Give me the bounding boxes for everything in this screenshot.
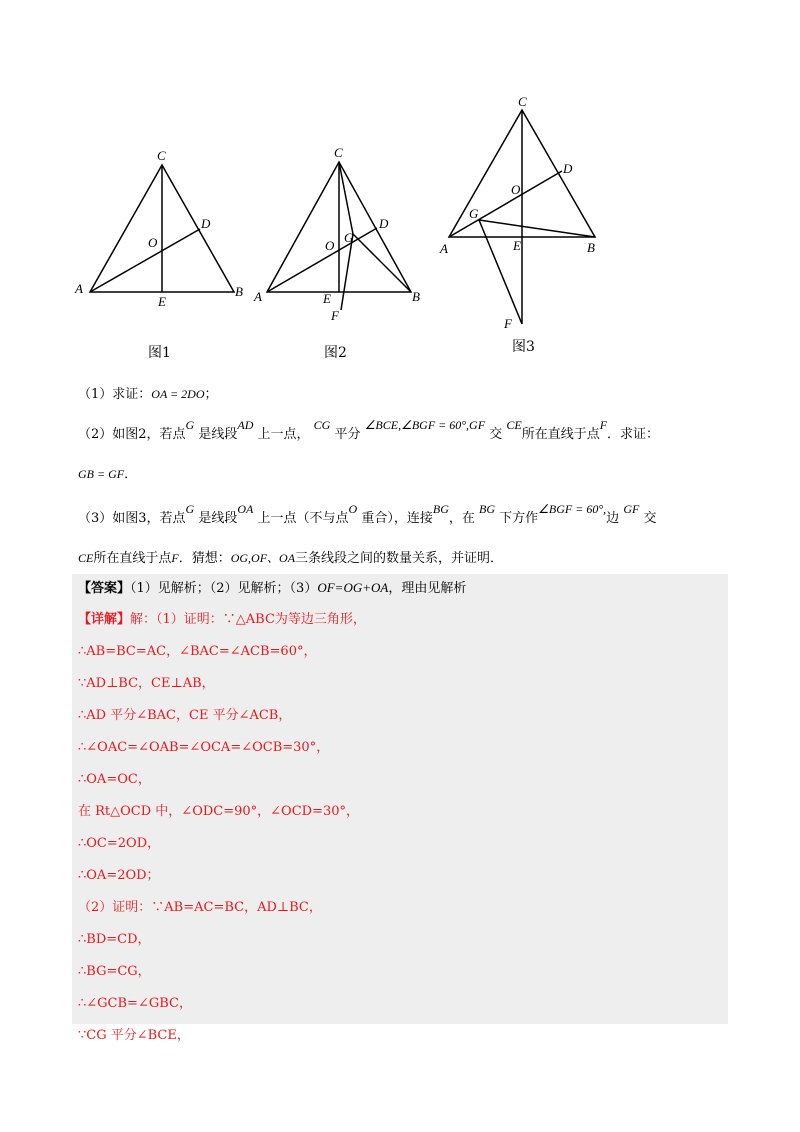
q2-segment-ce: CE [506,418,522,432]
q2-text-2: 是线段 [198,427,238,442]
label-b: B [235,284,243,299]
figure-3-caption: 图3 [512,339,535,355]
figure-1-diagram [72,147,252,307]
answer-summary [78,578,466,599]
label-a: A [440,241,448,256]
q3-segment-gf: GF [623,502,640,516]
q2-point-f: F [599,418,608,432]
q1-prefix: （1）求证： [78,387,152,402]
question-1 [78,384,218,405]
q3-segment-ce: CE [78,551,94,565]
label-c: C [518,94,527,109]
answer-math: OF=OG+OA [317,580,389,595]
label-g: G [344,230,354,245]
q3-segment-bg-2: BG [479,502,496,516]
answer-block [72,574,728,1043]
q3-text-11: 三条线段之间的数量关系，并证明． [295,551,504,566]
detail-head: 【详解】 [78,612,131,627]
q2-segment-cg: CG [313,418,331,432]
q2-text-5: 交 [489,427,503,442]
detail-line-11: ∴BG=CG， [78,964,151,979]
q3-text-1: （3）如图3，若点 [78,511,186,526]
detail-text: 解：（1）证明：∵△ABC为等边三角形， [130,612,366,627]
detail-line-7: ∴OC=2OD， [78,836,161,851]
q2-segment-ad: AD [237,418,254,432]
q3-text-4: 重合），连接 [361,511,433,526]
label-o: O [325,238,335,253]
median-ad [90,229,200,292]
q2-condition: ∠BCE,∠BGF = 60°,GF [364,418,486,432]
detail-line-13: ∵CG 平分∠BCE， [78,1028,190,1043]
question-2-line-2 [78,464,137,485]
q3-segments: OG,OF、OA [230,551,296,565]
label-d: D [563,161,573,176]
figure-1-caption: 图1 [148,345,171,361]
q2-text-6: 所在直线于点 [521,427,600,442]
label-e: E [158,294,166,309]
q3-angle: ∠BGF = 60°, [538,502,607,516]
label-f: F [331,308,339,323]
detail-line-8: ∴OA=2OD； [78,868,160,883]
label-a: A [254,289,262,304]
label-c: C [157,148,166,163]
q3-text-10: ．猜想： [178,551,231,566]
q1-math: OA = 2DO [151,387,205,401]
detail-line-12: ∴∠GCB=∠GBC， [78,996,192,1011]
answer-head: 【答案】 [78,581,131,596]
q3-text-5: ，在 [448,511,475,526]
q2-text-7: ．求证： [607,427,660,442]
question-3-line-1 [78,502,657,529]
q3-point-o: O [348,502,358,516]
label-g: G [469,206,479,221]
label-e: E [513,238,521,253]
answer-text: （1）见解析；（2）见解析；（3） [130,581,318,596]
q3-text-8: 交 [643,511,657,526]
detail-line-2: ∵AD⊥BC，CE⊥AB， [78,676,215,691]
figure-2-caption: 图2 [324,345,347,361]
q3-text-9: 所在直线于点 [93,551,172,566]
question-2-line-1 [78,418,660,445]
detail-line-3: ∴AD 平分∠BAC，CE 平分∠ACB， [78,708,292,723]
label-c: C [334,145,343,160]
label-a: A [75,281,83,296]
q3-text-7: 边 [606,511,620,526]
q3-segment-oa: OA [237,502,254,516]
q3-point-g: G [185,502,195,516]
detail-line-1: ∴AB=BC=AC，∠BAC=∠ACB=60°， [78,644,317,659]
label-b: B [412,289,420,304]
label-b: B [587,240,595,255]
detail-line-10: ∴BD=CD， [78,932,151,947]
q3-text-2: 是线段 [198,511,238,526]
label-f: F [504,316,512,331]
q2-end: ． [124,467,138,482]
q3-point-f: F [171,551,179,565]
q2-text-1: （2）如图2，若点 [78,427,186,442]
q2-text-3: 上一点， [257,427,310,442]
q1-suffix: ； [204,387,218,402]
detail-line-9: （2）证明：∵AB=AC=BC，AD⊥BC， [78,900,322,915]
detail-line-5: ∴OA=OC， [78,772,151,787]
label-e: E [323,291,331,306]
q2-point-g: G [185,418,195,432]
figure-area [72,92,728,360]
label-d: D [201,216,211,231]
detail-line-0 [78,610,366,630]
detail-line-4: ∴∠OAC=∠OAB=∠OCA=∠OCB=30°， [78,740,330,755]
label-d: D [379,216,389,231]
question-3-line-2 [78,548,503,569]
label-o: O [511,182,521,197]
detail-line-6: 在 Rt△OCD 中，∠ODC=90°，∠OCD=30°， [78,804,360,819]
q3-text-6: 下方作 [499,511,539,526]
figure-3-diagram [437,92,617,332]
q3-segment-bg: BG [432,502,449,516]
label-o: O [148,235,158,250]
figure-2-diagram [254,142,437,327]
q2-text-4: 平分 [334,427,361,442]
q2-claim: GB = GF [78,467,125,481]
q3-text-3: 上一点（不与点 [257,511,349,526]
answer-tail: ，理由见解析 [388,581,467,596]
